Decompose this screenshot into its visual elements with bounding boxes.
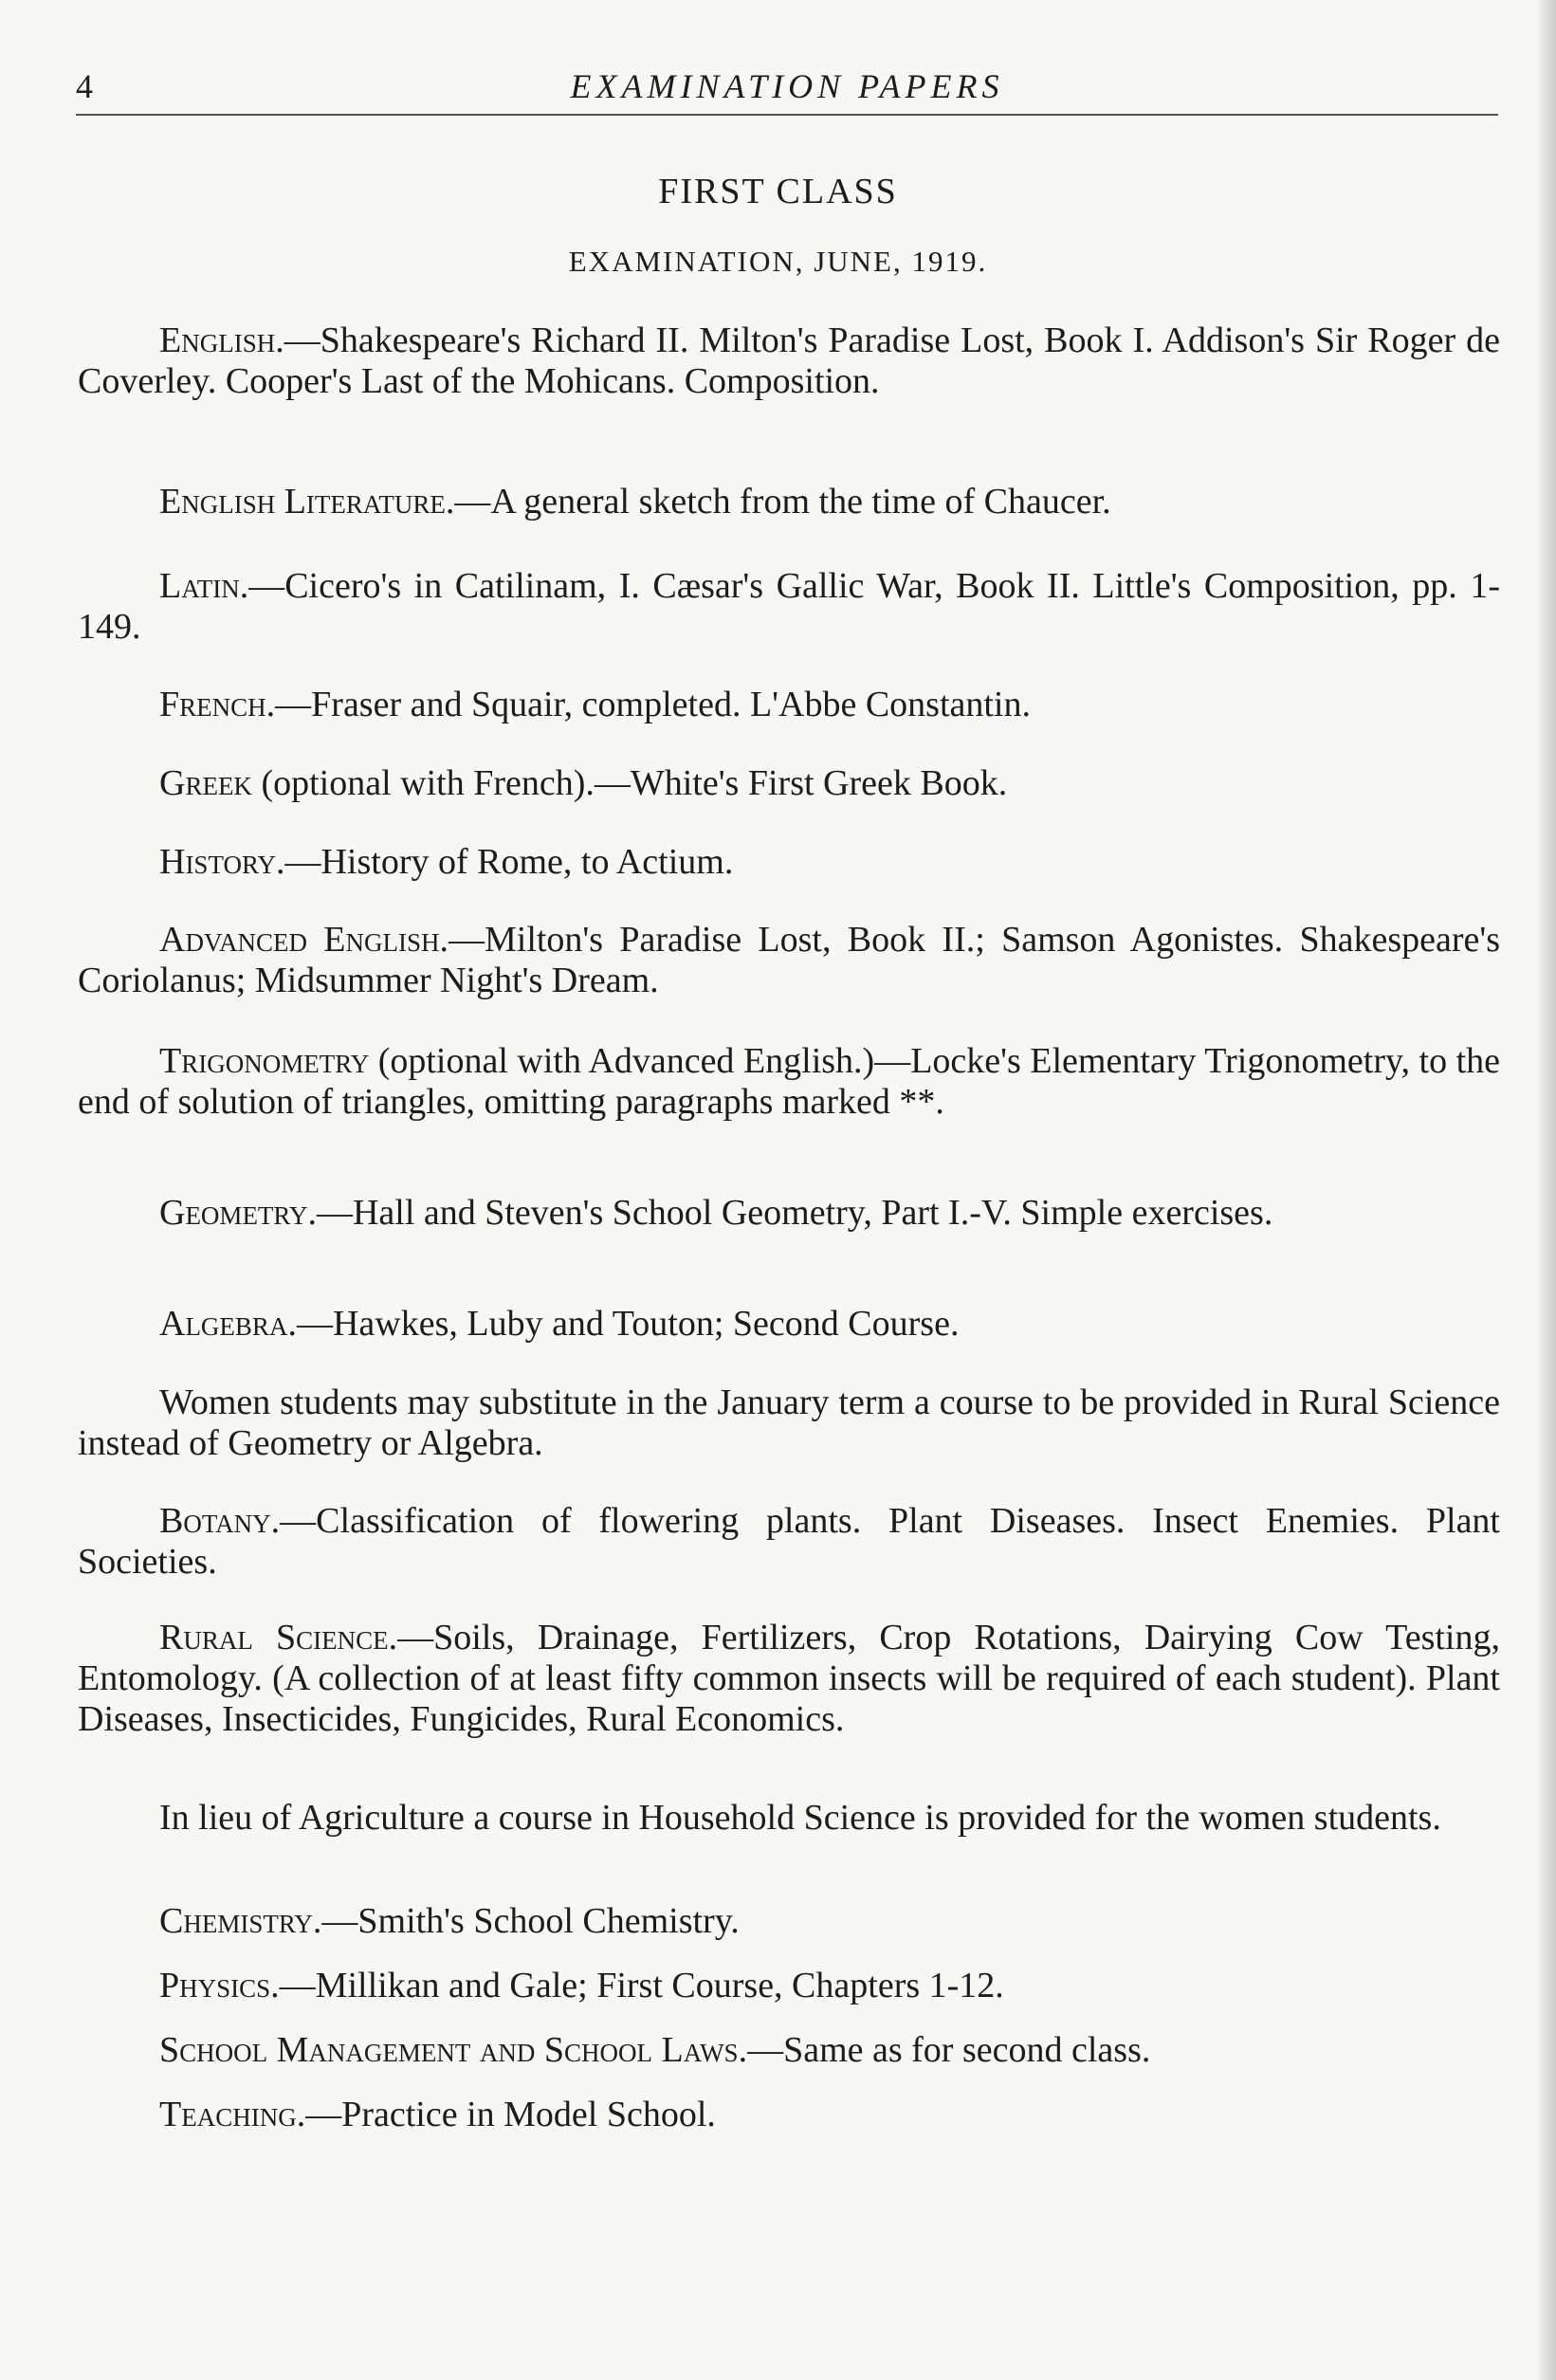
note-text: In lieu of Agriculture a course in Household Science is provided for the women students. <box>159 1798 1441 1838</box>
subject-label: Greek <box>159 763 252 803</box>
subject-text: —Fraser and Squair, completed. L'Abbe Constantin. <box>275 685 1031 724</box>
section-botany <box>78 1501 1500 1583</box>
section-english-literature <box>78 482 1500 522</box>
class-title: FIRST CLASS <box>658 172 898 211</box>
subject-text: —Same as for second class. <box>747 2030 1151 2070</box>
section-algebra <box>78 1304 1500 1345</box>
section-french <box>78 685 1500 725</box>
subject-label: Botany. <box>159 1501 281 1541</box>
subject-label: Physics. <box>159 1966 280 2005</box>
subject-label: Algebra. <box>159 1304 297 1344</box>
page-edge-shadow <box>1535 0 1556 2380</box>
subject-label: History. <box>159 842 285 882</box>
subject-label: Teaching. <box>159 2095 306 2134</box>
section-physics <box>78 1966 1500 2006</box>
subject-label: Advanced English. <box>159 920 448 960</box>
subject-text: —Millikan and Gale; First Course, Chapters 1-12. <box>279 1966 1004 2005</box>
section-teaching <box>78 2095 1500 2135</box>
subject-label: Chemistry. <box>159 1901 322 1941</box>
subject-label: School Management and School Laws. <box>159 2030 748 2070</box>
page-number: 4 <box>76 67 93 105</box>
section-geometry <box>78 1193 1500 1234</box>
subject-text: —Cicero's in Catilinam, I. Cæsar's Gallic War, Book II. Little's Composition, pp. 1-149. <box>78 566 1500 647</box>
subject-text: —Classification of flowering plants. Plant Diseases. Insect Enemies. Plant Societies. <box>78 1501 1500 1582</box>
exam-title: EXAMINATION, JUNE, 1919. <box>568 245 988 278</box>
subject-text: —Milton's Paradise Lost, Book II.; Samson Agonistes. Shakespeare's Coriolanus; Midsummer Night's Dream. <box>78 920 1500 1000</box>
section-school-management <box>78 2030 1500 2071</box>
subject-text: —Shakespeare's Richard II. Milton's Paradise Lost, Book I. Addison's Sir Roger de Coverley. Cooper's Last of the Mohicans. Composition. <box>78 320 1500 401</box>
subject-label: English. <box>159 320 284 360</box>
section-english <box>78 320 1500 402</box>
section-history <box>78 842 1500 883</box>
subject-text: —A general sketch from the time of Chaucer. <box>454 482 1111 522</box>
subject-label: Geometry. <box>159 1193 317 1233</box>
subject-text: (optional with French).—White's First Greek Book. <box>251 763 1008 803</box>
subject-label: French. <box>159 685 276 724</box>
subject-text: —Practice in Model School. <box>305 2095 716 2134</box>
subject-text: —History of Rome, to Actium. <box>284 842 734 882</box>
subject-label: Trigonometry <box>159 1041 370 1081</box>
subject-text: (optional with Advanced English.)—Locke's Elementary Trigonometry, to the end of solution of triangles, omitting paragraphs marked **. <box>78 1041 1500 1122</box>
section-rural-science <box>78 1618 1500 1740</box>
subject-text: —Hall and Steven's School Geometry, Part I.-V. Simple exercises. <box>316 1193 1273 1233</box>
note-text: Women students may substitute in the January term a course to be provided in Rural Science instead of Geometry or Algebra. <box>78 1382 1500 1463</box>
subject-text: —Soils, Drainage, Fertilizers, Crop Rotations, Dairying Cow Testing, Entomology. (A collection of at least fifty common insects will be required of each student). Plant Diseases, Insecticides, Fungicides, Rural Economics. <box>78 1618 1500 1739</box>
note-household-science <box>78 1798 1500 1839</box>
subject-label: English Literature. <box>159 482 455 522</box>
subject-label: Latin. <box>159 566 249 606</box>
subject-text: —Hawkes, Luby and Touton; Second Course. <box>296 1304 960 1344</box>
section-greek <box>78 763 1500 804</box>
section-latin <box>78 566 1500 648</box>
running-head: EXAMINATION PAPERS <box>570 67 1004 105</box>
section-trigonometry <box>78 1041 1500 1123</box>
section-advanced-english <box>78 920 1500 1001</box>
header-rule <box>76 114 1498 116</box>
subject-label: Rural Science. <box>159 1618 398 1657</box>
section-chemistry <box>78 1901 1500 1942</box>
note-women-students <box>78 1382 1500 1464</box>
subject-text: —Smith's School Chemistry. <box>321 1901 740 1941</box>
